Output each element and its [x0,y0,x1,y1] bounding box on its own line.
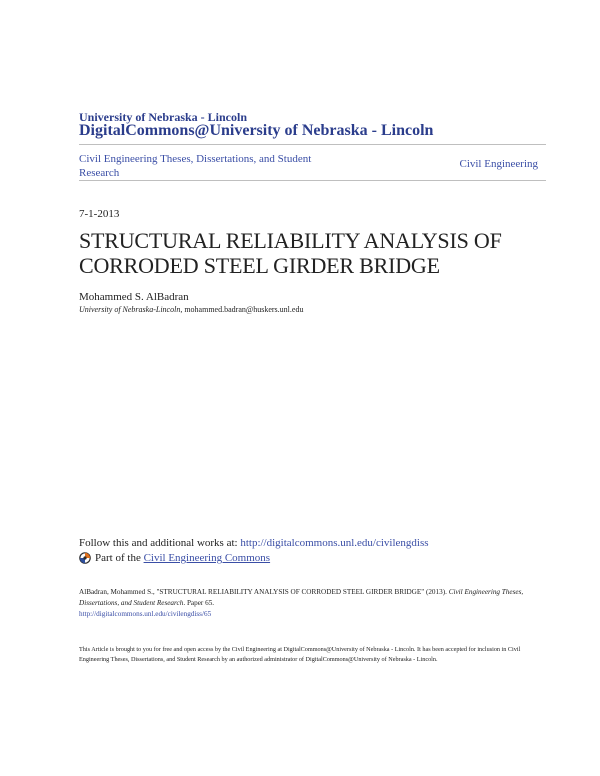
repository-name[interactable]: DigitalCommons@University of Nebraska - Lincoln [79,122,434,139]
author-name: Mohammed S. AlBadran [79,291,189,303]
university-name[interactable]: University of Nebraska - Lincoln [79,110,247,124]
follow-line [79,537,429,549]
follow-label: Follow this and additional works at: [79,537,241,549]
citation-block [79,587,549,620]
publication-date: 7-1-2013 [79,208,120,220]
citation-series: Civil Engineering Theses, Dissertations, and Student Research [79,588,524,607]
header-top-divider [79,144,546,145]
document-title: STRUCTURAL RELIABILITY ANALYSIS OF CORRODED STEEL GIRDER BRIDGE [79,228,502,278]
author-affiliation [79,305,303,314]
department-link[interactable]: Civil Engineering [459,158,538,170]
commons-network-icon [79,552,91,564]
citation-paper: . Paper 65. [183,599,215,607]
citation-url[interactable]: http://digitalcommons.unl.edu/civilengdiss/65 [79,610,212,618]
series-link[interactable]: Civil Engineering Theses, Dissertations, and Student Research [79,153,312,179]
access-notice: This Article is brought to you for free and open access by the Civil Engineering at DigitalCommons@University of Nebraska - Lincoln. It has been accepted for inclusion in Civil Engineering Theses, Dissertations, and Student Research by an authorized administrator of DigitalCommons@University of Nebraska - Lincoln. [79,646,521,663]
commons-link[interactable]: Civil Engineering Commons [143,552,271,564]
affiliation-institution: University of Nebraska-Lincoln [79,305,181,314]
citation-text: AlBadran, Mohammed S., "STRUCTURAL RELIABILITY ANALYSIS OF CORRODED STEEL GIRDER BRIDGE" (2013). [79,588,449,596]
part-of-line [79,552,270,564]
part-of-label: Part of the [95,552,141,564]
collection-link[interactable]: http://digitalcommons.unl.edu/civilengdiss [240,537,429,549]
affiliation-email: , mohammed.badran@huskers.unl.edu [180,305,304,314]
header-bottom-divider [79,180,546,181]
